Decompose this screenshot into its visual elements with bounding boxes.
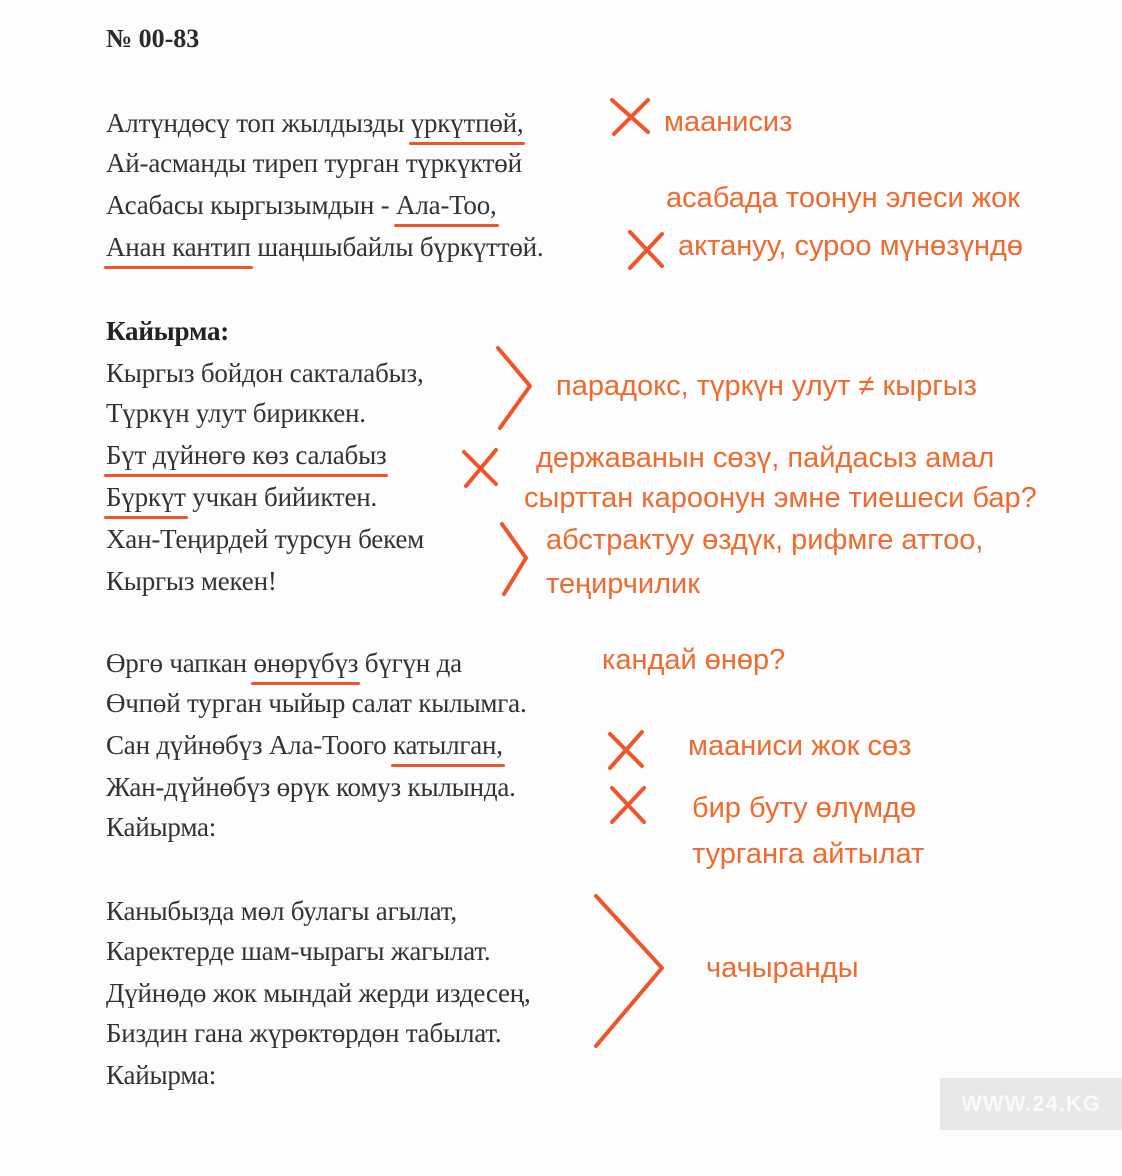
verse-line	[106, 440, 386, 471]
verse-line: Түркүн улут бириккен.	[106, 398, 366, 428]
annotation-note: кандай өнөр?	[602, 644, 786, 676]
verse-line: Кыргыз бойдон сакталабыз,	[106, 358, 424, 388]
annotation-note: бир буту өлүмдө	[692, 792, 917, 824]
verse-line: Өчпөй турган чыйыр салат кылымга.	[106, 688, 527, 718]
annotation-note: абстрактуу өздүк, рифмге аттоо,	[546, 524, 984, 556]
annotation-note: сырттан кароонун эмне тиешеси бар?	[524, 482, 1037, 514]
annotation-note: теңирчилик	[546, 568, 700, 600]
underlined-phrase: катылган,	[392, 730, 503, 760]
verse-line: Асабасы кыргызымдын - Ала-Тоо,	[106, 190, 497, 220]
verse-line: Каректерде шам-чырагы жагылат.	[106, 936, 491, 966]
annotation-note: асабада тоонун элеси жок	[666, 182, 1020, 214]
annotation-note: мааниси жок сөз	[688, 730, 912, 762]
verse-line: Бүркүт учкан бийиктен.	[106, 482, 378, 512]
verse-line: Кайырма:	[106, 812, 217, 842]
bracket-mark-icon	[590, 890, 672, 1052]
cross-mark-icon	[606, 96, 654, 136]
cross-mark-icon	[624, 228, 668, 270]
verse-line: Хан-Теңирдей турсун бекем	[106, 524, 424, 554]
cross-mark-icon	[458, 446, 502, 488]
verse-line: Өргө чапкан өнөрүбүз бүгүн да	[106, 648, 462, 678]
verse-line: Каныбызда мөл булагы агылат,	[106, 896, 457, 926]
verse-line: Биздин гана жүрөктөрдөн табылат.	[106, 1018, 502, 1048]
document-number: № 00-83	[106, 24, 200, 53]
underlined-phrase: өнөрүбүз	[253, 648, 359, 678]
verse-line: Ай-асманды тиреп турган түркүктөй	[106, 148, 522, 178]
cross-mark-icon	[606, 782, 650, 826]
annotation-note: маанисиз	[664, 106, 793, 138]
annotation-note: державанын сөзү, пайдасыз амал	[536, 442, 995, 474]
verse-line: Анан кантип шаңшыбайлы бүркүттөй.	[106, 232, 544, 262]
verse-line: Сан дүйнөбүз Ала-Тоого катылган,	[106, 730, 503, 760]
underlined-phrase: үркүтпөй,	[410, 108, 524, 138]
verse-line: Алтүндөсү топ жылдызды үркүтпөй,	[106, 108, 524, 138]
underlined-phrase: Ала-Тоо,	[396, 190, 497, 220]
verse-line: Кайырма:	[106, 1060, 217, 1090]
annotation-note: турганга айтылат	[692, 838, 925, 870]
site-watermark: WWW.24.KG	[940, 1078, 1122, 1130]
annotation-note: парадокс, түркүн улут ≠ кыргыз	[556, 370, 977, 402]
bracket-mark-icon	[494, 342, 538, 434]
chorus-title: Кайырма:	[106, 316, 230, 346]
verse-line: Дүйнөдө жок мындай жерди издесең,	[106, 978, 531, 1008]
verse-line: Кыргыз мекен!	[106, 566, 277, 596]
cross-mark-icon	[604, 728, 648, 770]
verse-line: Жан-дүйнөбүз өрүк комуз кылында.	[106, 772, 516, 802]
annotation-note: чачыранды	[706, 952, 859, 984]
bracket-mark-icon	[498, 518, 532, 600]
underlined-phrase: Бүркүт	[106, 482, 186, 512]
underlined-phrase: Бүт дүйнөгө көз салабыз	[106, 440, 387, 470]
annotation-note: актануу, суроо мүнөзүндө	[678, 230, 1024, 262]
underlined-phrase: Анан кантип	[106, 232, 251, 262]
